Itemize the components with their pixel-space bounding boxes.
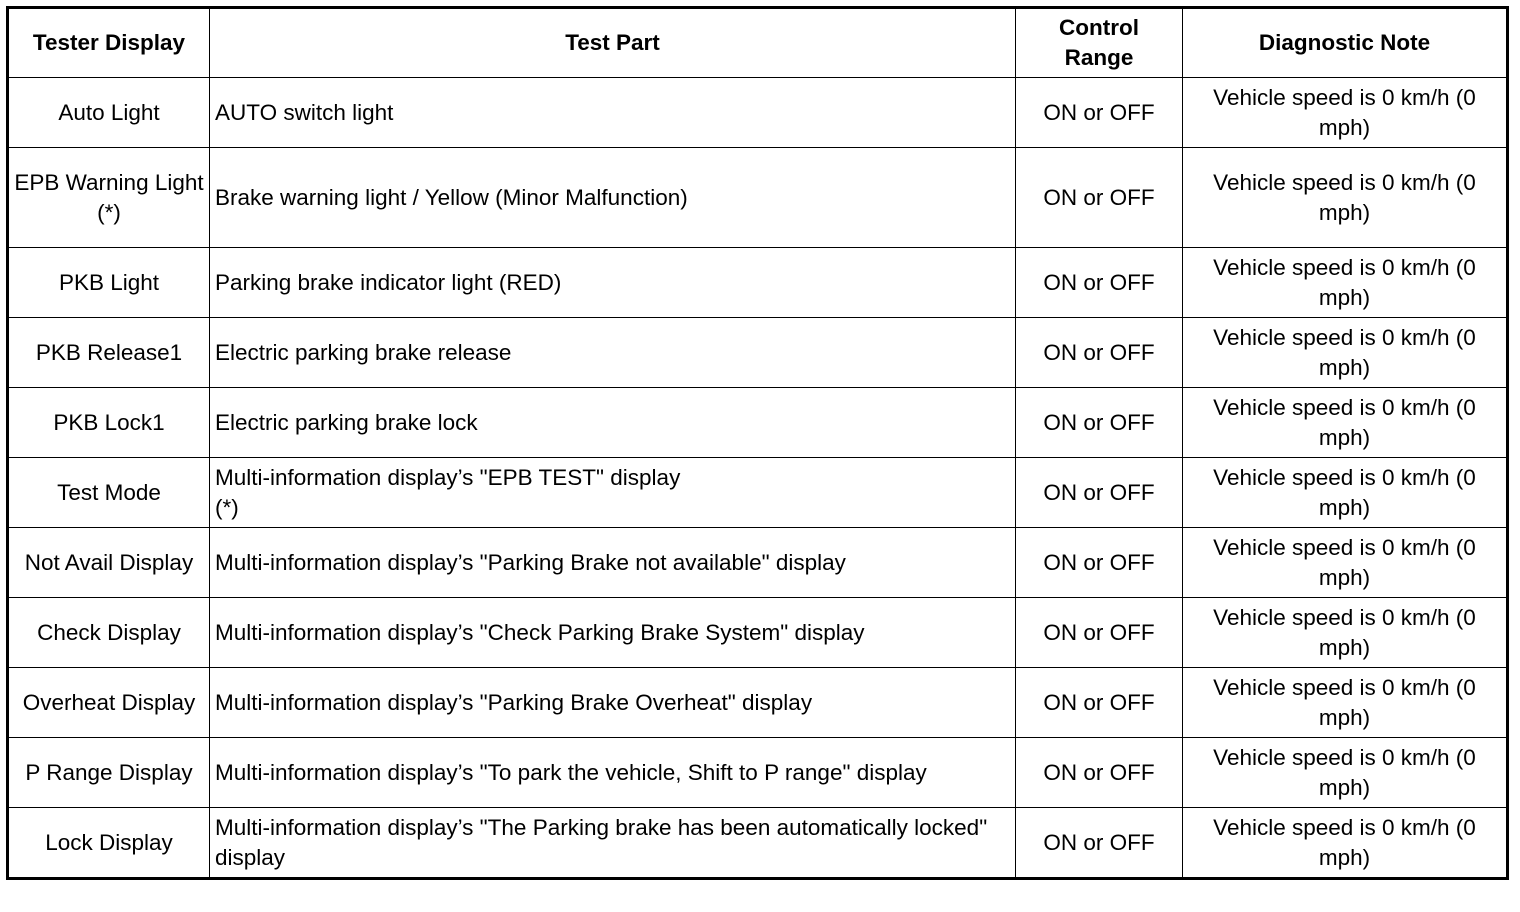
header-control-range: Control Range — [1016, 8, 1183, 78]
tester-display-cell: P Range Display — [8, 738, 210, 808]
tester-display-cell: Overheat Display — [8, 668, 210, 738]
control-range-cell: ON or OFF — [1016, 808, 1183, 879]
diagnostic-note-cell: Vehicle speed is 0 km/h (0 mph) — [1183, 148, 1508, 248]
control-range-cell: ON or OFF — [1016, 598, 1183, 668]
control-range-cell: ON or OFF — [1016, 248, 1183, 318]
test-part-cell: Multi-information display’s "Parking Brake Overheat" display — [210, 668, 1016, 738]
tester-display-cell: PKB Release1 — [8, 318, 210, 388]
table-row — [8, 738, 1508, 808]
diagnostic-note-cell: Vehicle speed is 0 km/h (0 mph) — [1183, 458, 1508, 528]
table-row — [8, 528, 1508, 598]
test-part-cell: Multi-information display’s "EPB TEST" display (*) — [210, 458, 1016, 528]
diagnostic-note-cell: Vehicle speed is 0 km/h (0 mph) — [1183, 528, 1508, 598]
control-range-cell: ON or OFF — [1016, 388, 1183, 458]
table-row — [8, 148, 1508, 248]
control-range-cell: ON or OFF — [1016, 458, 1183, 528]
diagnostic-note-cell: Vehicle speed is 0 km/h (0 mph) — [1183, 318, 1508, 388]
test-part-cell: Parking brake indicator light (RED) — [210, 248, 1016, 318]
diagnostic-note-cell: Vehicle speed is 0 km/h (0 mph) — [1183, 668, 1508, 738]
tester-display-cell: EPB Warning Light (*) — [8, 148, 210, 248]
diagnostic-note-cell: Vehicle speed is 0 km/h (0 mph) — [1183, 598, 1508, 668]
table-row — [8, 388, 1508, 458]
test-part-cell: Multi-information display’s "Parking Brake not available" display — [210, 528, 1016, 598]
table-row — [8, 598, 1508, 668]
diagnostic-note-cell: Vehicle speed is 0 km/h (0 mph) — [1183, 808, 1508, 879]
tester-display-cell: Test Mode — [8, 458, 210, 528]
tester-display-cell: Check Display — [8, 598, 210, 668]
control-range-cell: ON or OFF — [1016, 528, 1183, 598]
table-row — [8, 318, 1508, 388]
diagnostic-note-cell: Vehicle speed is 0 km/h (0 mph) — [1183, 388, 1508, 458]
active-test-table — [6, 6, 1509, 880]
test-part-cell: Multi-information display’s "Check Parking Brake System" display — [210, 598, 1016, 668]
table-row — [8, 78, 1508, 148]
test-part-cell: Brake warning light / Yellow (Minor Malfunction) — [210, 148, 1016, 248]
tester-display-cell: Auto Light — [8, 78, 210, 148]
table-row — [8, 248, 1508, 318]
control-range-cell: ON or OFF — [1016, 738, 1183, 808]
table-header — [8, 8, 1508, 78]
control-range-cell: ON or OFF — [1016, 78, 1183, 148]
table-row — [8, 458, 1508, 528]
test-part-cell: Multi-information display’s "The Parking brake has been automatically locked" display — [210, 808, 1016, 879]
header-row — [8, 8, 1508, 78]
diagnostic-note-cell: Vehicle speed is 0 km/h (0 mph) — [1183, 248, 1508, 318]
control-range-cell: ON or OFF — [1016, 148, 1183, 248]
table-row — [8, 668, 1508, 738]
test-part-cell: Electric parking brake lock — [210, 388, 1016, 458]
test-part-cell: AUTO switch light — [210, 78, 1016, 148]
test-part-cell: Multi-information display’s "To park the vehicle, Shift to P range" display — [210, 738, 1016, 808]
tester-display-cell: PKB Light — [8, 248, 210, 318]
tester-display-cell: Not Avail Display — [8, 528, 210, 598]
diagnostic-note-cell: Vehicle speed is 0 km/h (0 mph) — [1183, 78, 1508, 148]
header-tester-display: Tester Display — [8, 8, 210, 78]
active-test-table-container — [6, 6, 1509, 880]
control-range-cell: ON or OFF — [1016, 318, 1183, 388]
control-range-cell: ON or OFF — [1016, 668, 1183, 738]
table-body — [8, 78, 1508, 879]
header-test-part: Test Part — [210, 8, 1016, 78]
table-row — [8, 808, 1508, 879]
tester-display-cell: PKB Lock1 — [8, 388, 210, 458]
tester-display-cell: Lock Display — [8, 808, 210, 879]
header-diagnostic-note: Diagnostic Note — [1183, 8, 1508, 78]
test-part-cell: Electric parking brake release — [210, 318, 1016, 388]
diagnostic-note-cell: Vehicle speed is 0 km/h (0 mph) — [1183, 738, 1508, 808]
